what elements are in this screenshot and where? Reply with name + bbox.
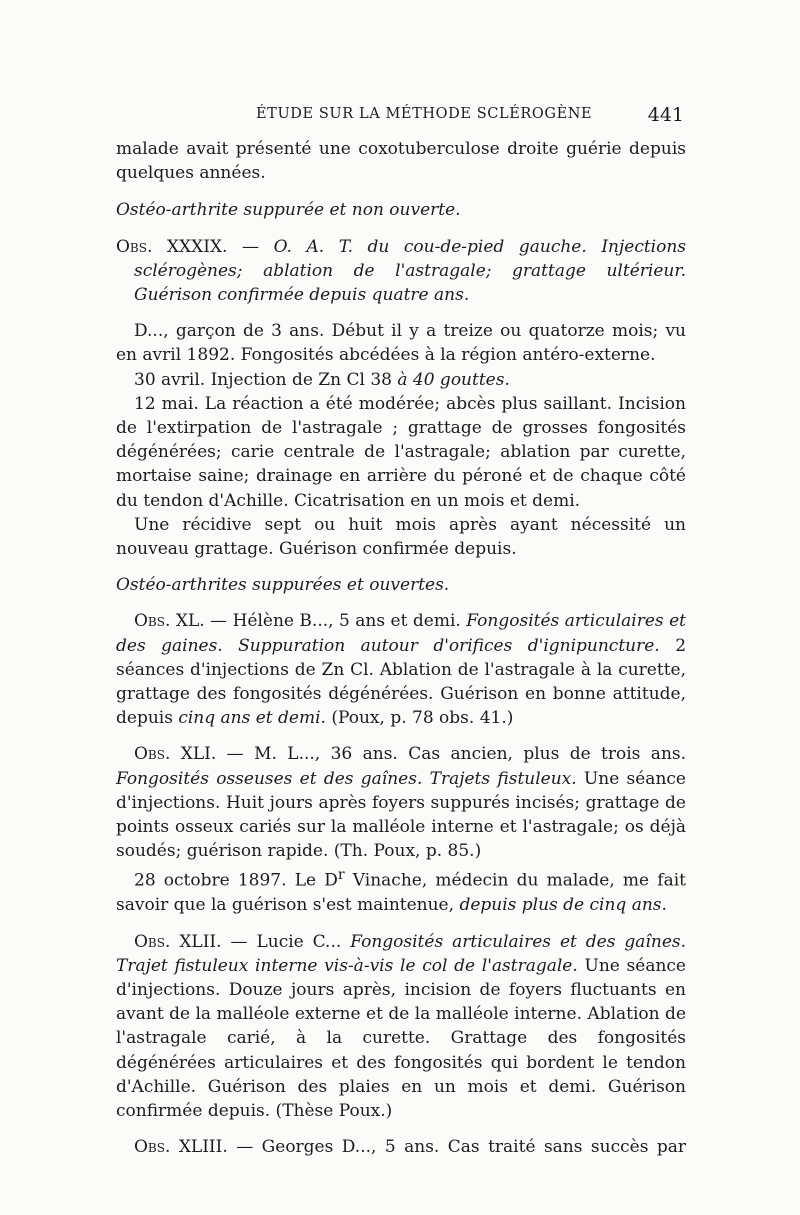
paragraph-continuation: malade avait présenté une coxotuberculose droite guérie depuis quelques années. — [116, 139, 686, 184]
observation-label: Obs. XXXIX. — — [116, 236, 260, 257]
section-heading-non-ouverte: Ostéo-arthrite suppurée et non ouverte. — [116, 200, 461, 221]
paragraph-italic: à 40 gouttes. — [397, 369, 510, 390]
observation-title: Fongosités osseuses et des gaînes. Trajets fistuleux. — [116, 768, 577, 789]
observation-italic: cinq ans et demi. — [178, 708, 326, 729]
observation-text: Une séance d'injections. Douze jours après, incision de foyers fluctuants en avant de la malléole externe et de la malléole interne. Ablation de l'astragale carié, à la curette. Grattage des fongosités dégénérées articulaires et des fongosités qui bordent le tendon d'Achille. Guérison des plaies en un mois et demi. Guérison confirmée depuis. (Thèse Poux.) — [116, 955, 686, 1121]
page-header — [116, 104, 684, 132]
paragraph — [116, 863, 686, 917]
observation-title: Fongosités articulaires et des gaînes. Trajet fistuleux interne vis-à-vis le col de l'astragale. — [116, 931, 687, 976]
superscript: r — [337, 867, 345, 884]
observation-40 — [116, 609, 686, 730]
paragraph: Une récidive sept ou huit mois après ayant nécessité un nouveau grattage. Guérison confirmée depuis. — [116, 514, 686, 560]
observation-title: O. A. T. du cou-de-pied gauche. Injections sclérogènes; ablation de l'astragale; grattage ultérieur. Guérison confirmée depuis quatre ans. — [134, 236, 687, 306]
observation-42 — [116, 930, 686, 1124]
paragraph-text: Vinache, médecin du malade, me fait savoir que la guérison s'est maintenue, — [116, 871, 686, 916]
paragraph-text: 28 octobre 1897. Le D — [134, 871, 338, 892]
paragraph-text: 30 avril. Injection de Zn Cl 38 — [134, 369, 392, 390]
observation-label: Obs. XL. — — [134, 611, 228, 632]
observation-43 — [116, 1135, 686, 1159]
observation-label: Obs. XLI. — — [134, 744, 244, 765]
observation-intro: Lucie C... — [256, 931, 342, 952]
page-number: 441 — [647, 104, 684, 126]
paragraph-italic: depuis plus de cinq ans. — [459, 895, 667, 916]
observation-text: Georges D..., 5 ans. Cas traité sans succès par — [261, 1137, 687, 1158]
page-body — [116, 137, 686, 1159]
observation-label: Obs. XLII. — — [134, 931, 248, 952]
observation-41 — [116, 742, 686, 863]
observation-label: Obs. XLIII. — — [134, 1137, 254, 1158]
observation-title: Fongosités articulaires et des gaines. Suppuration autour d'orifices d'ignipuncture. — [116, 611, 686, 656]
observation-text: Une séance d'injections. Huit jours après foyers suppurés incisés; grattage de points osseux cariés sur la malléole interne et l'astragale; os déjà soudés; guérison rapide. (Th. Poux, p. 85.) — [116, 768, 686, 862]
paragraph: 12 mai. La réaction a été modérée; abcès plus saillant. Incision de l'extirpation de l'astragale ; grattage de grosses fongosités dégénérées; carie centrale de l'astragale; ablation par curette, mortaise saine; drainage en arrière du péroné et de chaque côté du tendon d'Achille. Cicatrisation en un mois et demi. — [116, 393, 686, 511]
observation-intro: M. L..., 36 ans. Cas ancien, plus de trois ans. — [254, 744, 687, 765]
observation-39-heading — [116, 235, 686, 308]
section-heading-ouvertes: Ostéo-arthrites suppurées et ouvertes. — [116, 575, 450, 596]
observation-intro: Hélène B..., 5 ans et demi. — [232, 611, 461, 632]
paragraph — [116, 368, 686, 392]
observation-text: 2 séances d'injections de Zn Cl. Ablation de l'astragale à la curette, grattage des fongosités dégénérées. Guérison en bonne attitude, depuis — [116, 635, 687, 729]
paragraph: D..., garçon de 3 ans. Début il y a treize ou quatorze mois; vu en avril 1892. Fongosités abcédées à la région antéro-externe. — [116, 321, 686, 366]
running-title: ÉTUDE SUR LA MÉTHODE SCLÉROGÈNE — [256, 106, 593, 122]
observation-reference: (Poux, p. 78 obs. 41.) — [331, 708, 514, 729]
